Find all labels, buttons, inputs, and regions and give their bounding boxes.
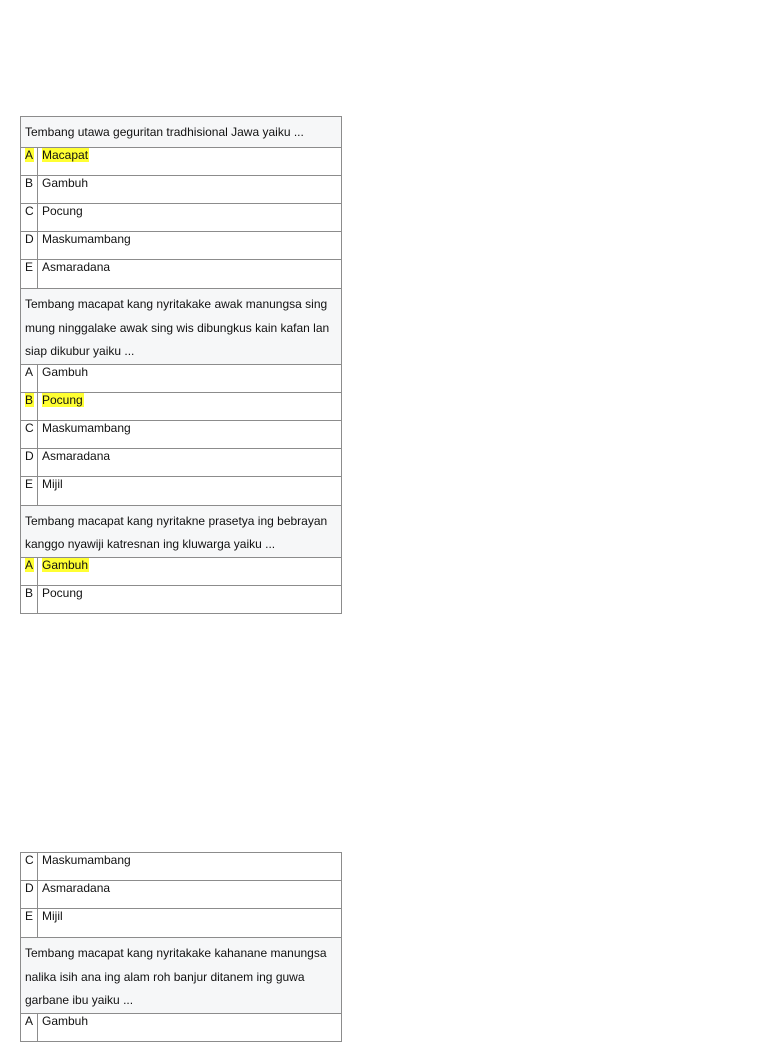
- option-text: Mijil: [38, 909, 342, 938]
- option-row: [21, 585, 342, 613]
- option-text: Gambuh: [38, 176, 342, 204]
- option-letter: B: [21, 585, 38, 613]
- option-row: [21, 232, 342, 260]
- option-text: Gambuh: [38, 364, 342, 392]
- option-row: [21, 392, 342, 420]
- option-text: Pocung: [38, 585, 342, 613]
- option-letter: D: [21, 881, 38, 909]
- option-text: [38, 392, 342, 420]
- answer-highlight: Pocung: [42, 392, 83, 407]
- option-letter: A: [21, 364, 38, 392]
- question-text: Tembang macapat kang nyritakne prasetya ing bebrayan kanggo nyawiji katresnan ing kluwarga yaiku ...: [21, 505, 342, 557]
- option-row: [21, 909, 342, 938]
- question-text: Tembang macapat kang nyritakake kahanane manungsa nalika isih ana ing alam roh banjur ditanem ing guwa garbane ibu yaiku ...: [21, 938, 342, 1014]
- question-row: [21, 938, 342, 1014]
- option-row: [21, 148, 342, 176]
- answer-highlight: Gambuh: [42, 557, 89, 572]
- option-letter: E: [21, 260, 38, 289]
- question-row: [21, 117, 342, 148]
- option-letter: E: [21, 476, 38, 505]
- option-letter: A: [21, 1013, 38, 1041]
- option-letter: [21, 392, 38, 420]
- question-row: [21, 289, 342, 365]
- option-text: Gambuh: [38, 1013, 342, 1041]
- answer-highlight: B: [25, 392, 34, 407]
- option-row: [21, 853, 342, 881]
- option-row: [21, 260, 342, 289]
- quiz-table-page-2: [20, 852, 342, 1042]
- option-text: [38, 148, 342, 176]
- answer-highlight: A: [25, 148, 34, 162]
- option-text: Pocung: [38, 204, 342, 232]
- answer-highlight: A: [25, 557, 34, 572]
- option-letter: D: [21, 448, 38, 476]
- option-letter: [21, 148, 38, 176]
- question-text: Tembang macapat kang nyritakake awak manungsa sing mung ninggalake awak sing wis dibungkus kain kafan lan siap dikubur yaiku ...: [21, 289, 342, 365]
- option-text: Asmaradana: [38, 881, 342, 909]
- option-text: Maskumambang: [38, 232, 342, 260]
- option-text: Maskumambang: [38, 853, 342, 881]
- option-row: [21, 420, 342, 448]
- option-letter: [21, 557, 38, 585]
- option-text: Asmaradana: [38, 448, 342, 476]
- option-letter: C: [21, 204, 38, 232]
- question-row: [21, 505, 342, 557]
- option-row: [21, 204, 342, 232]
- quiz-table-page-1: [20, 116, 342, 614]
- option-row: [21, 476, 342, 505]
- option-text: Asmaradana: [38, 260, 342, 289]
- option-letter: B: [21, 176, 38, 204]
- option-row: [21, 176, 342, 204]
- option-text: Mijil: [38, 476, 342, 505]
- option-row: [21, 448, 342, 476]
- option-letter: C: [21, 420, 38, 448]
- option-text: [38, 557, 342, 585]
- option-row: [21, 881, 342, 909]
- option-letter: E: [21, 909, 38, 938]
- answer-highlight: Macapat: [42, 148, 89, 162]
- question-text: Tembang utawa geguritan tradhisional Jawa yaiku ...: [21, 117, 342, 148]
- option-text: Maskumambang: [38, 420, 342, 448]
- option-letter: D: [21, 232, 38, 260]
- option-row: [21, 1013, 342, 1041]
- option-row: [21, 557, 342, 585]
- option-row: [21, 364, 342, 392]
- option-letter: C: [21, 853, 38, 881]
